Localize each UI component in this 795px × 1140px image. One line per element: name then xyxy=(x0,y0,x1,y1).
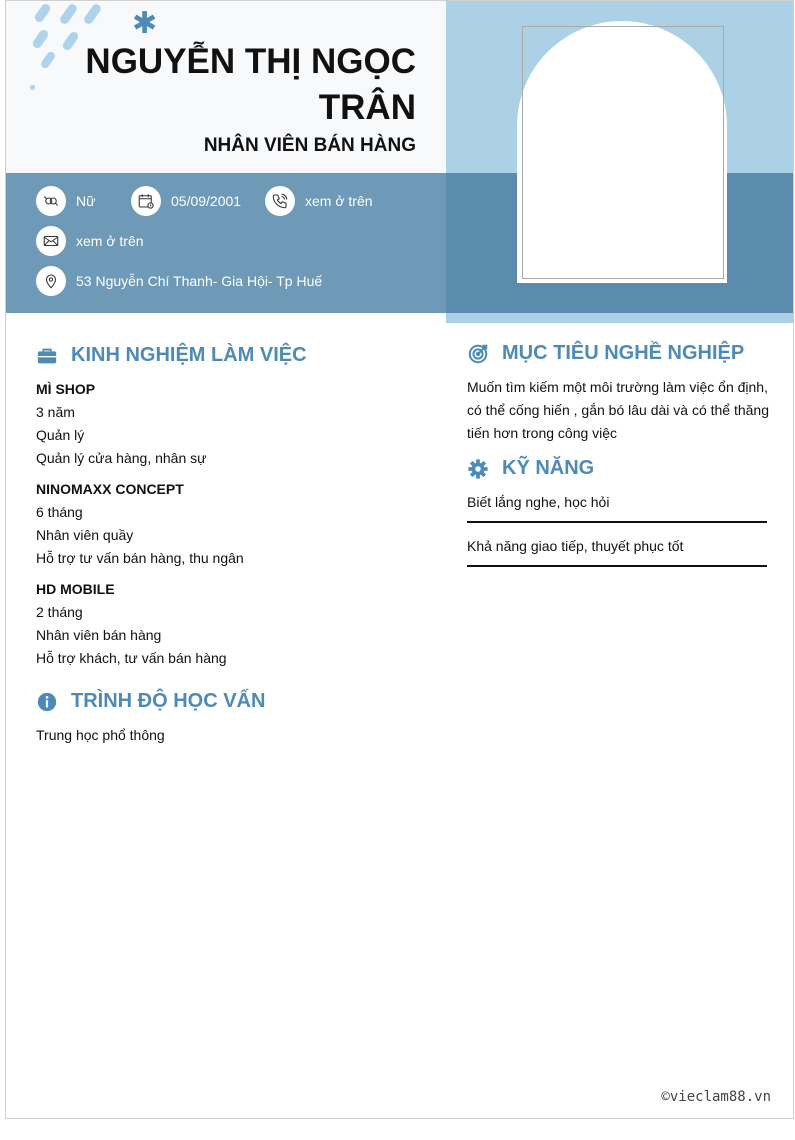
education-heading: TRÌNH ĐỘ HỌC VẤN xyxy=(36,690,265,713)
experience-heading: KINH NGHIỆM LÀM VIỆC xyxy=(36,344,307,367)
job-title: Nhân viên quầy xyxy=(36,527,134,543)
job-duration: 6 tháng xyxy=(36,504,83,520)
job-description: Hỗ trợ khách, tư vấn bán hàng xyxy=(36,650,227,666)
location-pin-icon xyxy=(42,272,60,290)
skill-item: Khả năng giao tiếp, thuyết phục tốt xyxy=(467,538,684,554)
job-entry xyxy=(36,378,244,470)
objective-text: Muốn tìm kiếm một môi trường làm việc ổn định, có thể cống hiến , gắn bó lâu dài và có thể thăng tiến hơn trong công việc xyxy=(467,379,770,441)
company-name: NINOMAXX CONCEPT xyxy=(36,481,184,497)
job-entry xyxy=(36,478,244,570)
cv-page xyxy=(5,0,794,1119)
company-name: HD MOBILE xyxy=(36,581,115,597)
job-duration: 3 năm xyxy=(36,404,75,420)
experience-list xyxy=(36,378,244,670)
job-title: Nhân viên bán hàng xyxy=(36,627,162,643)
star-icon: ✱ xyxy=(132,7,158,40)
skill-item: Biết lắng nghe, học hỏi xyxy=(467,494,610,510)
target-icon xyxy=(467,343,489,365)
phone-icon xyxy=(271,192,289,210)
gear-icon xyxy=(467,458,489,480)
company-name: MÌ SHOP xyxy=(36,381,96,397)
skills-heading: KỸ NĂNG xyxy=(467,457,594,480)
job-title: Quản lý xyxy=(36,427,85,443)
job-description: Hỗ trợ tư vấn bán hàng, thu ngân xyxy=(36,550,244,566)
contact-email: xem ở trên xyxy=(36,226,144,256)
watermark: ©vieclam88.vn xyxy=(661,1089,771,1105)
skill-bar xyxy=(467,521,767,523)
calendar-icon xyxy=(137,192,155,210)
skill-bar xyxy=(467,565,767,567)
job-description: Quản lý cửa hàng, nhân sự xyxy=(36,450,207,466)
education-text: Trung học phổ thông xyxy=(36,727,165,743)
contact-birthday: 05/09/2001 xyxy=(131,186,241,216)
info-icon xyxy=(36,691,58,713)
contact-address: 53 Nguyễn Chí Thanh- Gia Hội- Tp Huế xyxy=(36,266,322,296)
gender-icon xyxy=(42,192,60,210)
briefcase-icon xyxy=(36,345,58,367)
job-duration: 2 tháng xyxy=(36,604,83,620)
photo-placeholder xyxy=(522,26,724,279)
email-icon xyxy=(42,232,60,250)
job-position: NHÂN VIÊN BÁN HÀNG xyxy=(203,135,416,156)
job-entry xyxy=(36,578,244,670)
candidate-name: NGUYỄN THỊ NGỌC TRÂN xyxy=(85,42,416,127)
objective-heading: MỤC TIÊU NGHỀ NGHIỆP xyxy=(467,342,744,365)
contact-gender: Nữ xyxy=(36,186,95,216)
contact-phone: xem ở trên xyxy=(265,186,373,216)
